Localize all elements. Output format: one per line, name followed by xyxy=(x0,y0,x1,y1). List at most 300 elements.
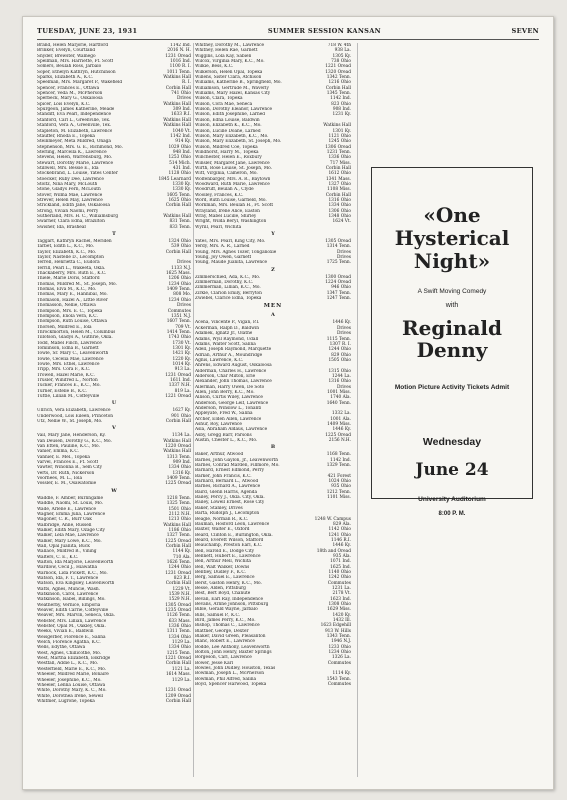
entry-address: 421 Forest xyxy=(327,473,351,479)
entry-address: 1414 Tenn. xyxy=(166,329,191,335)
entry-name: Wall, Opal Juanita, Buck xyxy=(37,543,90,549)
entry-address: 1225 Oread xyxy=(165,481,191,487)
entry-address: 1326 La. xyxy=(331,655,351,661)
ad-time: 8:00 P. M. xyxy=(438,511,466,517)
entry-address: 1446 Ky. xyxy=(332,427,351,433)
entry-name: Strong, Vivian Naomi, Perry xyxy=(37,208,99,214)
entry-address: 1168 Tenn. xyxy=(326,452,351,458)
entry-name: Snyder, Brewster, Wamego xyxy=(37,53,96,59)
entry-address: 1220 Ky. xyxy=(172,356,191,362)
entry-name: Weisgerber, Florence E., Salina xyxy=(37,634,106,640)
entry-name: Ahrens, Edward August, Oskaloosa xyxy=(195,363,272,369)
entry-name: Wirth, Rose Louise, St. Joseph, Mo. xyxy=(195,165,272,171)
entry-name: Tuttle, Lillian M., Coffeyville xyxy=(37,394,100,399)
entry-name: Wheeler, Mildred Marie, Bonaire xyxy=(37,672,109,678)
entry-address: 1325 Tenn. xyxy=(166,501,191,507)
entry-name: Walton, Ida Marjorie, Leavenworth xyxy=(37,559,114,565)
entry-name: Strever, Helen May, Lawrence xyxy=(37,197,103,203)
newspaper-page xyxy=(22,16,554,790)
entry-name: Brand, Helen Marjorie, Hartford xyxy=(37,43,109,48)
entry-name: Zwiebel, Clarice Edna, Topeka xyxy=(195,296,262,302)
entry-name: Waddle, F. Amber, Burlingame xyxy=(37,495,104,501)
section-letter: Y xyxy=(271,231,275,238)
entry-address: Watkins Hall xyxy=(163,123,191,129)
entry-name: Thomason, Hazel A., Little River xyxy=(37,297,108,303)
entry-address: 1231 Oread xyxy=(165,53,191,59)
entry-name: Sperbeck, Mary G., Oskaloosa xyxy=(37,96,103,102)
entry-name: Thomas, Mildred M., St. Joseph, Mo. xyxy=(37,281,117,287)
entry-name: Strickland, Edith Jane, Oskaloosa xyxy=(37,203,110,209)
entry-name: Bell, Walt Walker, Downs xyxy=(195,564,250,570)
directory-column-2 xyxy=(195,43,351,688)
entry-address: 1231 Oread xyxy=(165,570,191,576)
entry-name: Boyd, Spencer Harwood, Topeka xyxy=(195,682,267,688)
entry-name: Acena, Vincente P., Vigan, P.I. xyxy=(195,320,260,326)
newspaper-title: SUMMER SESSION KANSAN xyxy=(267,27,381,35)
entry-address: 18th and Oread xyxy=(316,548,351,554)
entry-name: Whitney, Dorothy M., Lawrence xyxy=(195,43,265,48)
entry-address: 1446 Ky. xyxy=(332,543,351,549)
entry-address: 1142 Ind. xyxy=(330,457,351,463)
entry-name: Adell, Joseph Raymond, Marquette xyxy=(195,347,272,353)
entry-name: Woodward, Ruth Marie, Lawrence xyxy=(195,181,270,187)
entry-name: Zimmerman, Dorothy, K.C. xyxy=(195,280,254,286)
entry-name: Stauffer, Rhoda E., Topeka xyxy=(37,133,95,139)
entry-name: Barnes, Richard A., Lawrence xyxy=(195,484,261,490)
entry-address: 1316 Ohio xyxy=(328,197,351,203)
entry-name: Archer, Elden Allen, Lawrence xyxy=(195,416,262,422)
ad-tagline: A Swift Moving Comedy xyxy=(417,288,487,295)
entry-address: 1314 Tenn. xyxy=(326,244,351,250)
entry-name: Taggart, Kathryn Rachel, Meriden xyxy=(37,239,112,245)
entry-name: Thompson, Ruth Louise, Ottawa xyxy=(37,319,108,325)
entry-address: 514 Mich. xyxy=(169,160,191,166)
entry-name: Allen, John Berry, K.C., Mo. xyxy=(195,389,255,395)
entry-name: Zimmerschied, Ada, K.C., Mo. xyxy=(195,274,261,280)
entry-name: Best, Bert Boyd, Chanute xyxy=(195,591,251,597)
entry-name: Bell, Harold E., Dodge City xyxy=(195,548,255,554)
entry-address: 1115 Tenn. xyxy=(326,336,351,342)
entry-address: 1218 Tenn. xyxy=(166,495,191,501)
entry-address: 1623 Edgehill xyxy=(320,623,351,629)
entry-name: Watts, Agnes, Muncie, Wash. xyxy=(37,586,101,592)
entry-address: 1014 Ky. xyxy=(172,361,191,367)
entry-address: 1409 Miss. xyxy=(327,422,351,427)
entry-address: 1421 Ky. xyxy=(172,351,191,357)
section-letter: U xyxy=(111,400,117,407)
entry-address: 1301 Ky. xyxy=(172,345,191,351)
entry-name: Besse, Alden, Pittsburg xyxy=(195,585,246,591)
entry-name: Bishop, Thomas C., Lawrence xyxy=(195,623,260,629)
entry-address: 1253 Ohio xyxy=(168,155,191,161)
entry-name: Wilson, Edith Josephine, Larned xyxy=(195,112,266,118)
entry-name: Tarbet, Edith L., K.C., Mo. xyxy=(37,244,95,250)
entry-name: Voorhees, M. L., Iola xyxy=(37,476,83,482)
entry-address: 1221 Oread xyxy=(165,656,191,662)
entry-name: Baird, Glenn Harris, Agenda xyxy=(195,489,258,495)
entry-address: 829 Ohio xyxy=(331,352,351,358)
entry-name: Young, Maude Juanita, Lawrence xyxy=(195,260,268,266)
entry-address: 1332 La. xyxy=(331,411,351,417)
entry-name: Steinmeyer, Meta Mildred, Onaga xyxy=(37,139,111,145)
section-letter: W xyxy=(111,487,117,494)
entry-address: 1612 Ohio xyxy=(328,171,351,177)
entry-name: Thomasson, Nellie, Ottawa xyxy=(37,303,96,309)
entry-address: Corbin Hall xyxy=(325,85,351,91)
entry-address: 2156 N.H. xyxy=(328,438,351,444)
entry-name: Walbridge, Anne, Russell xyxy=(37,522,92,528)
entry-name: Watson, Ida, F. T., Lawrence xyxy=(37,575,99,581)
entry-address: Corbin Hall xyxy=(325,192,351,198)
entry-address: 1220 Oread xyxy=(165,444,191,450)
entry-address: Watkins Hall xyxy=(163,214,191,219)
entry-address: 1305 Ky. xyxy=(332,53,351,59)
entry-name: Webster, Mrs. Lillian, Lawrence xyxy=(37,618,107,624)
entry-name: Borgeson, Carl, Lawrence xyxy=(195,655,252,661)
entry-name: Willens, Sister Clara, Atchison xyxy=(195,75,262,81)
entry-address: 1342 Tenn. xyxy=(326,75,351,81)
entry-address: Watkins Hall xyxy=(163,75,191,81)
entry-address: 1129 La. xyxy=(171,677,191,683)
entry-name: Barnard, Bernard L., Atwood xyxy=(195,479,259,485)
entry-name: West, Agnes, Chillicothe, Mo. xyxy=(37,650,101,656)
entry-name: Windhorst, Harry M., Topeka xyxy=(195,149,259,155)
entry-name: Wilson, Mildred Coe, Topeka xyxy=(195,144,258,150)
entry-address: 1306 Ohio xyxy=(328,208,351,214)
entry-address: 1215 Tenn. xyxy=(166,650,191,656)
entry-address: 1432 Ill. xyxy=(332,618,351,624)
entry-name: Bolton, John Henry, Baxter Springs xyxy=(195,650,272,656)
entry-name: Stover, Wilma Mae, Lawrence xyxy=(37,192,103,198)
entry-address: 1011 Tenn. xyxy=(166,69,191,75)
entry-name: Soper, Ethelyn Kathryn, Hutchinson xyxy=(37,69,116,75)
entry-address: 833 Tenn. xyxy=(169,224,191,230)
entry-name: Standiff, Eva Pearl, Independence xyxy=(37,112,112,118)
entry-address: 1108 Miss. xyxy=(327,187,351,193)
entry-address: 908 Ind. xyxy=(332,107,351,113)
entry-name: Vanier, Emma, K.C. xyxy=(37,449,79,455)
entry-name: Towle, Mrs. Ethel, Lawrence xyxy=(37,361,100,367)
entry-address: Commutes xyxy=(327,660,351,666)
entry-name: Stockebrand, L. Louise, Yates Center xyxy=(37,171,118,177)
entry-address: 1129 La. xyxy=(171,640,191,646)
entry-address: Drives xyxy=(336,255,351,261)
entry-address: Drives xyxy=(336,384,351,390)
movie-advertisement xyxy=(371,167,533,517)
entry-name: Stewart, Dorothy Marie, Lawrence xyxy=(37,160,113,166)
entry-address: 1305 Oread xyxy=(165,602,191,608)
entry-address: 1725 Tenn. xyxy=(326,260,351,266)
ad-weekday: Wednesday xyxy=(422,436,482,448)
entry-address: 1213 Ohio xyxy=(168,517,191,523)
ad-admission: Motion Picture Activity Tickets Admit xyxy=(394,384,510,391)
entry-name: Thompson, Enola Vera, K.C. xyxy=(37,313,98,319)
entry-address: 1341 Mass. xyxy=(325,176,351,182)
entry-address: 1605 Tenn. xyxy=(166,192,191,198)
entry-address: 1505 Ohio xyxy=(328,357,351,363)
entry-address: Corbin Hall xyxy=(325,165,351,171)
entry-address: 1336 Ohio xyxy=(328,155,351,161)
entry-name: Varvel, Frances E., Ft. Scott xyxy=(37,460,99,466)
entry-name: Stephenson, Mrs. G. E., Richmond, Mo. xyxy=(37,144,123,150)
entry-name: Thompson, Mrs. E. C., Topeka xyxy=(37,308,103,314)
entry-name: Wilson, Mary Elizabeth, K.C., Mo. xyxy=(195,133,269,139)
entry-name: Wilson, Elizabeth K., K.C., Mo. xyxy=(195,123,262,129)
entry-address: 1301 Ky. xyxy=(332,128,351,134)
entry-name: Beagle, Norman R., K.C. xyxy=(195,516,249,522)
entry-name: Bowman, Phil Alfred, Salina xyxy=(195,676,257,682)
entry-address: 829 Ala. xyxy=(333,521,351,527)
entry-name: Appleyate, Fred W., Salina xyxy=(195,411,253,417)
entry-address: 1186 Ohio xyxy=(168,527,191,533)
entry-name: Spencer, Frances E., Ottawa xyxy=(37,85,100,91)
entry-name: Ullrich, Vera Elizabeth, Lawrence xyxy=(37,408,111,414)
entry-address: 1029 Ohio xyxy=(168,144,191,150)
entry-name: Towle, Cecelia Mae, Lawrence xyxy=(37,356,104,362)
entry-name: Spurgeon, James Katherine, Meade xyxy=(37,107,115,113)
entry-address: 948 Ind. xyxy=(172,149,191,155)
entry-name: Weaver, Edith Carrie, Coffeyville xyxy=(37,608,109,614)
entry-address: 1024 Ohio xyxy=(328,479,351,485)
entry-address: 938 La. xyxy=(334,48,351,54)
entry-name: White, Dorothea Irene, Sewell xyxy=(37,693,103,699)
entry-name: Bell, Arthur Mell, Wichita xyxy=(195,559,251,565)
entry-address: 1409 Tenn. xyxy=(166,476,191,482)
ad-star: Reginald Denny xyxy=(401,316,502,362)
entry-address: 1234 Ohio xyxy=(168,281,191,287)
entry-name: Watkinson, Carol, Lawrence xyxy=(37,592,99,597)
ad-date: June 24 xyxy=(415,460,489,480)
entry-address: 1225 Oread xyxy=(165,538,191,544)
entry-address: 1334 Ohio xyxy=(328,203,351,209)
entry-name: Asla, Abraham Aldaus, Lawrence xyxy=(195,427,268,433)
entry-address: 1225 Oread xyxy=(325,432,351,438)
entry-address: 1343 Tenn. xyxy=(326,634,351,640)
entry-name: Throckmorton, Helen M., Columbus xyxy=(37,329,116,335)
entry-address: 1607 Tenn. xyxy=(166,319,191,325)
ad-venue: University Auditorium xyxy=(418,496,486,503)
entry-address: 1140 Ohio xyxy=(328,569,351,575)
entry-address: 1305 Oread xyxy=(325,239,351,245)
entry-address: 1244 Ohio xyxy=(328,347,351,353)
entry-name: Wilson, Edna Louise, Baldwin xyxy=(195,117,260,123)
entry-address: 1142 Ohio xyxy=(328,527,351,533)
entry-address: Commutes xyxy=(167,308,191,314)
entry-address: 913 W. Hills xyxy=(324,628,351,634)
entry-address: 823 R.I. xyxy=(173,575,191,581)
entry-address: 1121 Ohio xyxy=(328,133,351,139)
entry-name: Wilcox, Virginia Mary, K.C., Mo. xyxy=(195,59,265,65)
entry-name: Alderman, Charles H., Lawrence xyxy=(195,368,267,374)
entry-address: 2178 Vt. xyxy=(332,591,351,597)
entry-address: 909 Ind. xyxy=(172,460,191,466)
entry-address: 1420 Ky. xyxy=(332,612,351,618)
entry-address: Corbin Hall xyxy=(165,203,191,209)
section-letter: V xyxy=(112,425,116,432)
entry-name: Wilkie, Bess, K.C. xyxy=(195,64,234,70)
entry-name: Thorsen, Mildred E., Iola xyxy=(37,324,92,330)
entry-address: 710 Ala. xyxy=(173,554,191,560)
entry-address: 1327 Ohio xyxy=(328,181,351,187)
entry-address: 1337 N.H. xyxy=(168,383,191,389)
entry-address: 1001 Miss. xyxy=(327,389,351,395)
entry-address: 1133 N.J. xyxy=(171,265,191,271)
entry-name: Wells, Edythe, Ottawa xyxy=(37,645,86,651)
entry-name: Thomas, Elva M., K.C., Mo. xyxy=(37,287,97,293)
entry-name: Adrian, Arthur A., Moundridge xyxy=(195,352,263,358)
entry-address: 1640 Tenn. xyxy=(326,400,351,406)
entry-address: 1300 Oread xyxy=(325,274,351,280)
entry-address: 1114 Ky. xyxy=(332,671,351,677)
entry-name: Yates, Mrs. Pearl, King City, Mo. xyxy=(195,239,266,245)
entry-name: Bills, Samuel P., K.C. xyxy=(195,612,241,618)
entry-address: 1308 Ohio xyxy=(328,602,351,607)
entry-name: Adamek, Ignatz Jr., Olathe xyxy=(195,331,253,337)
entry-address: 1345 Tenn. xyxy=(326,91,351,97)
entry-address: 808 Mo. xyxy=(173,292,191,298)
entry-address: 1248 W. Campus xyxy=(314,516,351,522)
entry-name: Winchester, Helen E., Roxbury xyxy=(195,155,262,161)
entry-name: Terrill, Pearl L., Wakeeta, Okla. xyxy=(37,265,106,271)
entry-name: Bowman, Joseph L., McPherson xyxy=(195,671,265,677)
entry-address: 1241 Ohio xyxy=(328,532,351,538)
entry-name: Young, Joy Owen, Garnett xyxy=(195,255,252,261)
entry-address: 1330 Ky. xyxy=(172,181,191,187)
entry-name: Brinker, Evelyn, Courtland xyxy=(37,48,96,54)
entry-name: Walters, C. E., K.C. xyxy=(37,554,79,560)
entry-address: 1216 Ohio xyxy=(328,80,351,86)
entry-name: Woolley, Frances, K.C. xyxy=(195,192,244,198)
entry-address: 717 Miss. xyxy=(329,160,351,166)
entry-name: Wyrill, Pearl, Wichita xyxy=(195,224,242,230)
entry-address: 1245 Ohio xyxy=(328,139,351,145)
entry-name: Thomas, Mary E., Hannibal, Mo. xyxy=(37,292,108,298)
entry-name: Barta, Rudolph J., Lecompton xyxy=(195,511,260,517)
entry-name: Trusler, Winifred L., Norton xyxy=(37,377,98,383)
entry-address: 1234 Ohio xyxy=(168,297,191,303)
entry-name: Bailey, Percy J., Okla. City, Okla. xyxy=(195,495,265,501)
entry-address: 2112 N.H. xyxy=(168,511,191,517)
entry-address: 1623 Ind. xyxy=(330,596,351,602)
entry-address: Drives xyxy=(336,325,351,331)
entry-name: Webster, Opal M., Oakley, Okla. xyxy=(37,624,106,630)
entry-address: 1212 Tenn. xyxy=(326,489,351,495)
entry-name: Anderson, Winslow L., Tonanti xyxy=(195,405,262,411)
entry-address: 1224 Oread xyxy=(325,280,351,286)
entry-address: 1627 Ky. xyxy=(172,408,191,414)
entry-address: 1040 Vt. xyxy=(172,128,191,134)
entry-name: Austin, Chester L., K.C., Mo. xyxy=(195,438,258,444)
entry-address: 1231 Oread xyxy=(165,688,191,694)
entry-name: Bailey, Lowell Ernest, Rose City xyxy=(195,500,265,506)
entry-name: Barker, John Francis, K.C. xyxy=(195,473,252,479)
entry-address: 1334 Ohio xyxy=(168,465,191,471)
entry-name: Alexander, John Thomas, Lawrence xyxy=(195,379,272,385)
entry-name: Stanford, Carl L., Greenville, Tex. xyxy=(37,117,111,123)
section-letter: Z xyxy=(271,266,275,273)
entry-name: Young, Mrs. Agnes Tozer, Tonganoxie xyxy=(195,249,277,255)
entry-name: Stevens, Helen, Warrensburg, Mo. xyxy=(37,155,113,161)
entry-address: 1121 La. xyxy=(171,666,191,672)
issue-date: TUESDAY, JUNE 23, 1931 xyxy=(37,27,138,35)
entry-name: Tripp, Mrs. Cora F., K.C. xyxy=(37,367,91,373)
entry-address: 1611 Ind. xyxy=(170,377,191,383)
entry-name: Ackerman, Ralph D., Baldwin xyxy=(195,325,260,331)
column-divider xyxy=(193,43,194,777)
entry-name: Bower, Jesse Karl xyxy=(195,660,234,666)
entry-name: Alderson, Char Milton, Erie xyxy=(195,373,256,379)
entry-name: Barnes, John Gaylon, Jr., Leavenworth xyxy=(195,457,279,463)
entry-address: Watkins Hall xyxy=(163,438,191,444)
entry-address: Watkins Hall xyxy=(163,101,191,107)
entry-name: Woodruff, Beulah A., Clyde xyxy=(195,187,254,193)
entry-address: 1543 Tenn. xyxy=(326,676,351,682)
entry-address: 1633 R.I. xyxy=(171,112,191,118)
entry-name: Taylor, Elizabeth, K.C., Mo. xyxy=(37,249,97,255)
entry-address: 1329 Tenn. xyxy=(326,463,351,469)
entry-address: 1229 Vt. xyxy=(172,586,191,592)
column-divider xyxy=(357,43,358,777)
entry-address: 1311 Tenn. xyxy=(166,629,191,635)
entry-address: Corbin Hall xyxy=(165,543,191,549)
entry-name: Bauman, Hosford Leon, Lawrence xyxy=(195,521,270,527)
entry-name: Beard, Clinton E., Burlington, Okla. xyxy=(195,532,273,538)
entry-address: 633 Mass. xyxy=(168,618,191,624)
entry-name: Williams, Mary Hazel, Kansas City xyxy=(195,91,271,97)
entry-address: 1221 Oread xyxy=(165,394,191,399)
entry-name: Allerman, Harry Owen, De Soto xyxy=(195,384,265,390)
entry-name: Wilkerson, Helen Opal, Topeka xyxy=(195,69,263,75)
entry-address: Watkins Hall xyxy=(163,449,191,455)
entry-name: Stoltz, Nina Mary, McLouth xyxy=(37,181,98,187)
entry-address: Drives xyxy=(336,331,351,337)
entry-address: Corbin Hall xyxy=(165,249,191,255)
entry-name: Swarner, Clara Edna, Brazilton xyxy=(37,219,105,225)
entry-name: Bible, Gerald Wayne, Jarbalo xyxy=(195,607,258,613)
entry-name: Whitney, Helen Rae, Garnett xyxy=(195,48,258,54)
entry-name: Bowles, John Dudley, Houston, Texas xyxy=(195,666,276,672)
entry-name: Watson, Eva Kingsley, Leavenworth xyxy=(37,581,115,587)
entry-address: 1614 Mass. xyxy=(165,672,191,678)
entry-name: Welch, Florence Agatha, K.C. xyxy=(37,640,101,646)
entry-name: Turner, Estelle B., K.C. xyxy=(37,388,87,394)
entry-name: Bodde, Lee Anthony, Leavenworth xyxy=(195,644,270,650)
entry-address: R. I. xyxy=(181,80,191,86)
entry-name: Sparks, Elizabeth A., K.C. xyxy=(37,75,93,81)
entry-address: 431 Ind. xyxy=(172,165,191,171)
entry-name: Adams, Wyil Raymond, Udall xyxy=(195,336,259,342)
entry-address: 1231 Tenn. xyxy=(326,149,351,155)
entry-address: 1016 Ind. xyxy=(170,59,191,65)
entry-name: Wallace, Mildred B., Vining xyxy=(37,549,97,555)
section-letter: A xyxy=(271,312,275,319)
entry-name: Weaver, Mrs. Marvin, Seneca, Okla. xyxy=(37,613,116,619)
entry-address: 1626 Tenn. xyxy=(166,559,191,565)
entry-name: Bennett, Hubert E., Lawrence xyxy=(195,553,261,559)
entry-name: Wright, Wilda Beryl, Washington xyxy=(195,219,267,225)
entry-address: 1306 Oread xyxy=(325,144,351,150)
entry-address: 1845 Learnard xyxy=(158,176,191,182)
entry-address: 309 Ind. xyxy=(172,107,191,113)
entry-name: Adams, Walter Scott, Salina xyxy=(195,341,256,347)
entry-name: Blattner, George, Dexter xyxy=(195,628,249,634)
entry-address: 1221 Oread xyxy=(325,64,351,70)
entry-name: Baker, Arthur, Atwood xyxy=(195,452,244,458)
entry-name: Wheeler, Josephine, K.C., Mo. xyxy=(37,677,102,683)
entry-address: 1316 Ohio xyxy=(328,379,351,385)
entry-name: Towle, Sr. Mary C., Leavenworth xyxy=(37,351,109,357)
entry-address: Drives xyxy=(176,260,191,266)
